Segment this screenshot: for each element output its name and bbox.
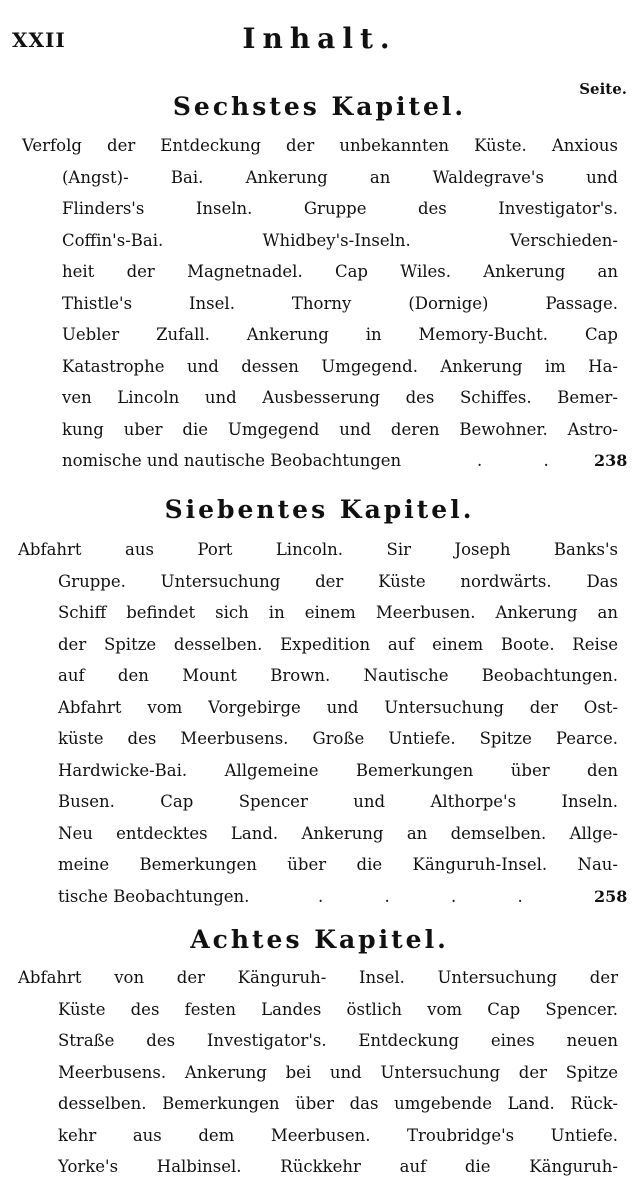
roman-page-number: XXII xyxy=(12,28,66,52)
summary-line: heit der Magnetnadel. Cap Wiles. Ankerung an xyxy=(62,262,618,281)
summary-line: Neu entdecktes Land. Ankerung an demselben. Allge- xyxy=(58,823,618,843)
summary-line: der Spitze desselben. Expedition auf einem Boote. Reise xyxy=(58,634,618,654)
summary-line: Flinders's Inseln. Gruppe des Investigator's. xyxy=(62,199,618,218)
summary-line: Thistle's Insel. Thorny (Dornige) Passage. xyxy=(62,293,618,313)
leader-dots: . . . . xyxy=(318,886,551,906)
summary-line: Busen. Cap Spencer und Althorpe's Inseln. xyxy=(58,792,618,811)
summary-line: kung uber die Umgegend und deren Bewohner. Astro- xyxy=(62,419,618,439)
summary-line: Verfolg der Entdeckung der unbekannten Küste. Anxious xyxy=(22,136,618,155)
chapter-summary xyxy=(18,534,628,912)
seite-label: Seite. xyxy=(579,80,627,98)
summary-line: Katastrophe und dessen Umgegend. Ankerung im Ha- xyxy=(62,356,618,376)
summary-line: tische Beobachtungen. xyxy=(58,886,250,906)
summary-line: Coffin's-Bai. Whidbey's-Inseln. Verschieden- xyxy=(62,230,618,250)
summary-line: Yorke's Halbinsel. Rückkehr auf die Känguruh- xyxy=(58,1157,618,1176)
page-reference: 258 xyxy=(594,886,628,906)
summary-line: Abfahrt vom Vorgebirge und Untersuchung der Ost- xyxy=(58,697,618,717)
summary-line: Straße des Investigator's. Entdeckung eines neuen xyxy=(58,1031,618,1050)
summary-line: Gruppe. Untersuchung der Küste nordwärts. Das xyxy=(58,571,618,591)
summary-line: Schiff befindet sich in einem Meerbusen. Ankerung an xyxy=(58,603,618,622)
chapter-summary xyxy=(22,130,628,477)
summary-line: Abfahrt von der Känguruh- Insel. Untersuchung der xyxy=(18,968,618,987)
summary-line: Abfahrt aus Port Lincoln. Sir Joseph Banks's xyxy=(18,540,618,559)
summary-line: Küste des festen Landes östlich vom Cap Spencer. xyxy=(58,999,618,1019)
summary-line: desselben. Bemerkungen über das umgebende Land. Rück- xyxy=(58,1094,618,1113)
running-head: Inhalt. xyxy=(242,22,397,55)
chapter-title: Sechstes Kapitel. xyxy=(172,92,467,121)
summary-line: kehr aus dem Meerbusen. Troubridge's Untiefe. xyxy=(58,1125,618,1145)
summary-line: (Angst)- Bai. Ankerung an Waldegrave's und xyxy=(62,167,618,187)
page-reference: 238 xyxy=(594,451,628,470)
summary-line: Uebler Zufall. Ankerung in Memory-Bucht. Cap xyxy=(62,325,618,344)
leader-dots: . . xyxy=(477,451,577,470)
summary-line-last xyxy=(22,445,628,477)
summary-line: meine Bemerkungen über die Känguruh-Insel. Nau- xyxy=(58,855,618,874)
summary-line: Hardwicke-Bai. Allgemeine Bemerkungen über den xyxy=(58,760,618,780)
summary-line: ven Lincoln und Ausbesserung des Schiffes. Bemer- xyxy=(62,388,618,407)
chapter-title: Achtes Kapitel. xyxy=(190,925,449,954)
summary-line: nomische und nautische Beobachtungen xyxy=(62,451,402,470)
chapter-summary xyxy=(18,962,618,1183)
chapter-title: Siebentes Kapitel. xyxy=(164,495,475,524)
summary-line: Meerbusens. Ankerung bei und Untersuchung der Spitze xyxy=(58,1062,618,1082)
summary-line-last xyxy=(18,881,628,913)
summary-line: auf den Mount Brown. Nautische Beobachtungen. xyxy=(58,666,618,685)
summary-line: küste des Meerbusens. Große Untiefe. Spitze Pearce. xyxy=(58,729,618,748)
